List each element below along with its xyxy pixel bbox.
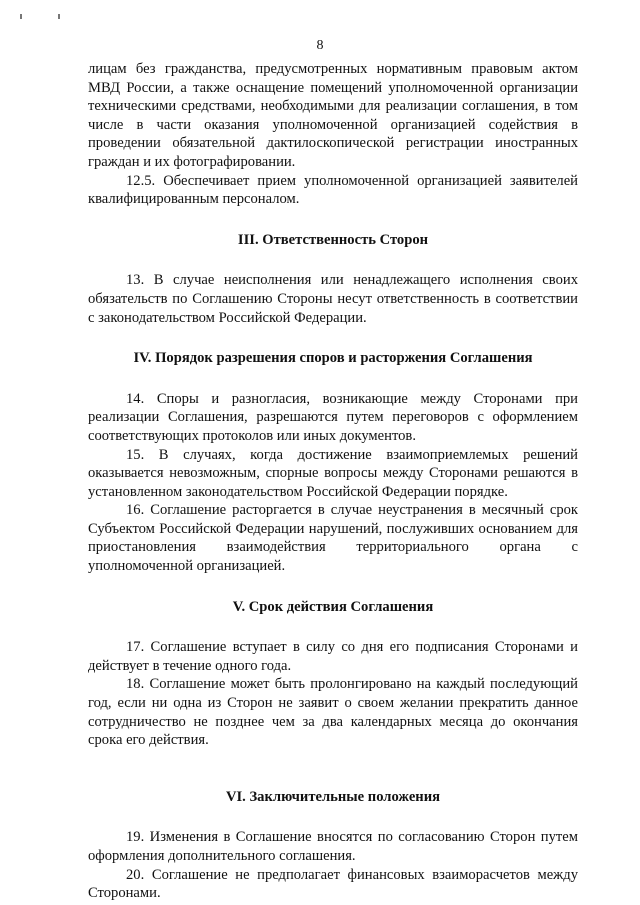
paragraph-17: 17. Соглашение вступает в силу со дня его подписания Сторонами и действует в течение одного года. xyxy=(88,639,578,674)
section-heading-4: IV. Порядок разрешения споров и расторжения Соглашения xyxy=(133,350,533,367)
paragraph-14: 14. Споры и разногласия, возникающие между Сторонами при реализации Соглашения, разрешаются путем переговоров с оформлением соответствующих протоколов или иных документов. xyxy=(88,390,578,444)
paragraph-16: 16. Соглашение расторгается в случае неустранения в месячный срок Субъектом Российской Федерации нарушений, послуживших основанием для приостановления взаимодействия территориального органа с уполномоченной организацией. xyxy=(88,502,578,575)
page-number: 8 xyxy=(316,38,324,53)
paragraph-20: 20. Соглашение не предполагает финансовых взаиморасчетов между Сторонами. xyxy=(88,866,578,902)
paragraph-12-5: 12.5. Обеспечивает прием уполномоченной организацией заявителей квалифицированным персоналом. xyxy=(88,172,578,208)
section-heading-5: V. Срок действия Соглашения xyxy=(232,598,434,615)
paragraph-18: 18. Соглашение может быть пролонгировано на каждый последующий год, если ни одна из Сторон не заявит о своем желании прекратить данное сотрудничество не позднее чем за два календарных месяца до окончания срока его действия. xyxy=(88,676,578,749)
document-body xyxy=(88,60,578,903)
paragraph-15: 15. В случаях, когда достижение взаимоприемлемых решений оказывается невозможным, спорные вопросы между Сторонами решаются в установленном законодательством Российской Федерации порядке. xyxy=(88,446,578,500)
paragraph-13: 13. В случае неисполнения или ненадлежащего исполнения своих обязательств по Соглашению Стороны несут ответственность в соответствии с законодательством Российской Федерации. xyxy=(88,272,578,326)
paragraph-19: 19. Изменения в Соглашение вносятся по согласованию Сторон путем оформления дополнительного соглашения. xyxy=(88,829,578,864)
scan-artifact-mark xyxy=(58,14,60,19)
section-heading-3: III. Ответственность Сторон xyxy=(237,231,429,248)
scan-artifact-mark xyxy=(20,14,22,19)
paragraph-continuation: лицам без гражданства, предусмотренных нормативным правовым актом МВД России, а также оснащение помещений уполномоченной организации техническими средствами, необходимыми для реализации соглашения, в том числе в части оказания уполномоченной организацией содействия в проведении обязательной дактилоскопической регистрации иностранных граждан и их фотографировании. xyxy=(88,61,578,170)
section-heading-6: VI. Заключительные положения xyxy=(225,788,441,805)
